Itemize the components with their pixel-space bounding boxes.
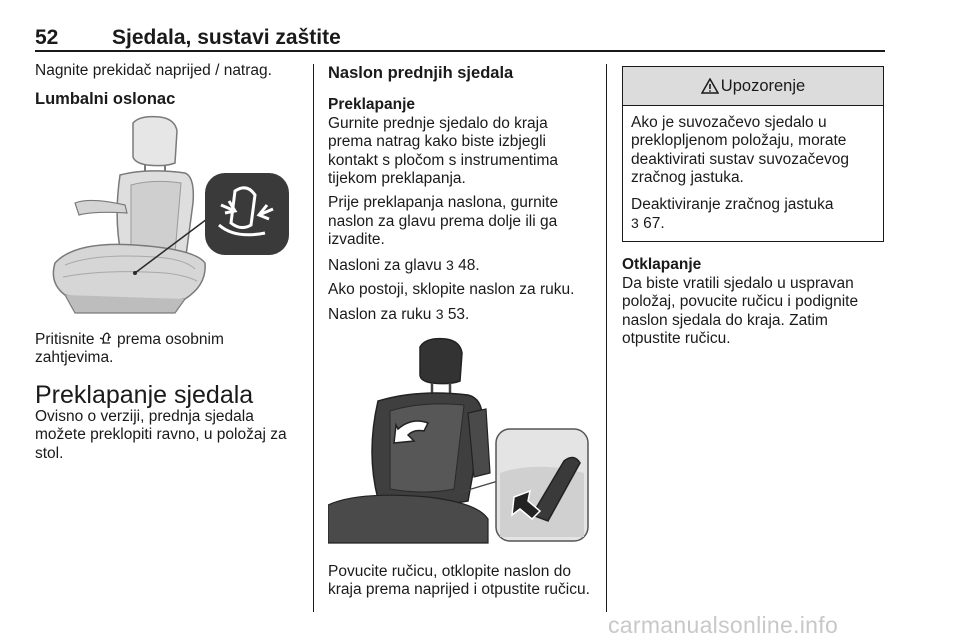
headrest-reference bbox=[328, 256, 590, 275]
folding-heading: Preklapanje sjedala bbox=[35, 380, 254, 409]
unfold-text: Da biste vratili sjedalo u uspravan položaj, povucite ručicu i podignite naslon sjedala do kraja. Zatim otpustite ručicu. bbox=[622, 274, 859, 348]
page-header bbox=[35, 24, 885, 52]
warning-title: Upozorenje bbox=[720, 76, 806, 95]
folding-text: Ovisno o verziji, prednja sjedala možete preklopiti ravno, u položaj za stol. bbox=[35, 408, 287, 462]
lumbar-text-after: prema osobnim zahtjevima. bbox=[35, 330, 224, 367]
armrest-ref-text: Naslon za ruku bbox=[328, 306, 436, 324]
warning-icon bbox=[701, 78, 719, 94]
warning-box bbox=[622, 66, 884, 242]
unfold-heading: Otklapanje bbox=[622, 256, 702, 274]
backrest-heading: Naslon prednjih sjedala bbox=[328, 64, 514, 82]
lumbar-instruction bbox=[35, 331, 303, 368]
watermark: carmanualsonline.info bbox=[608, 612, 839, 638]
column-3 bbox=[622, 62, 884, 354]
warning-body bbox=[623, 106, 883, 241]
headrest-ref-page[interactable]: 48. bbox=[458, 256, 480, 274]
lumbar-switch-icon bbox=[99, 331, 113, 345]
backrest-fold-figure bbox=[328, 333, 590, 553]
intro-text: Nagnite prekidač naprijed / natrag. bbox=[35, 62, 272, 79]
lumbar-seat-figure bbox=[35, 113, 295, 323]
column-2 bbox=[328, 62, 590, 606]
folding-subheading: Preklapanje bbox=[328, 96, 416, 114]
warning-header bbox=[623, 67, 883, 106]
armrest-ref-page[interactable]: 53. bbox=[447, 306, 470, 324]
airbag-ref-page[interactable]: 67. bbox=[643, 215, 665, 233]
airbag-ref-text: Deaktiviranje zračnog jastuka bbox=[631, 195, 834, 213]
backrest-p1: Gurnite prednje sjedalo do kraja prema natrag kako biste izbjegli kontakt s pločom s instrumentima tijekom preklapanja. bbox=[328, 114, 559, 188]
column-divider-2 bbox=[606, 64, 607, 612]
lumbar-heading: Lumbalni oslonac bbox=[35, 90, 176, 109]
column-divider-1 bbox=[313, 64, 314, 612]
fold-caption: Povucite ručicu, otklopite naslon do kraja prema naprijed i otpustite ručicu. bbox=[328, 562, 590, 599]
airbag-reference bbox=[631, 196, 875, 234]
backrest-p4: Ako postoji, sklopite naslon za ruku. bbox=[328, 281, 575, 299]
page-ref-icon: 3 bbox=[446, 256, 454, 273]
backrest-p2: Prije preklapanja naslona, gurnite naslon za glavu prema dolje ili ga izvadite. bbox=[328, 194, 559, 249]
headrest-ref-text: Nasloni za glavu bbox=[328, 256, 447, 274]
header-divider bbox=[35, 50, 885, 52]
warning-p1: Ako je suvozačevo sjedalo u preklopljenom položaju, morate deaktivirati sustav suvozačevog zračnog jastuka. bbox=[631, 114, 849, 187]
page-ref-icon: 3 bbox=[631, 215, 639, 232]
lumbar-text-before: Pritisnite bbox=[35, 330, 99, 348]
page-title: Sjedala, sustavi zaštite bbox=[112, 26, 341, 49]
column-1 bbox=[35, 62, 303, 469]
page-ref-icon: 3 bbox=[435, 306, 444, 323]
armrest-reference bbox=[328, 305, 590, 324]
page-number: 52 bbox=[35, 26, 59, 49]
